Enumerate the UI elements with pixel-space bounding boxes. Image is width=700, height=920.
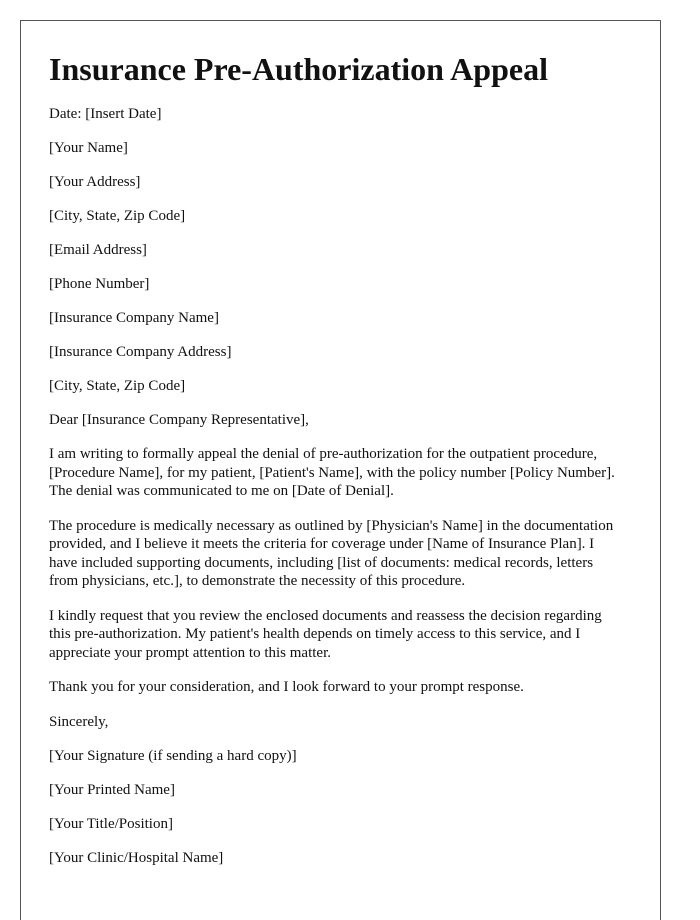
sender-phone: [Phone Number] — [49, 276, 150, 292]
recipient-city-state-zip: [City, State, Zip Code] — [49, 378, 186, 394]
sender-name: [Your Name] — [49, 140, 128, 156]
sender-address: [Your Address] — [49, 174, 141, 190]
sender-email: [Email Address] — [49, 242, 147, 258]
body-paragraph-2: The procedure is medically necessary as outlined by [Physician's Name] in the documentation provided, and I believe it meets the criteria for coverage under [Name of Insurance Plan]. I have included supporting documents, including [list of documents: medical records, letters from physicians, etc.], to demonstrate the necessity of this procedure. — [49, 517, 614, 589]
recipient-company-name: [Insurance Company Name] — [49, 310, 219, 326]
body-paragraph-4: Thank you for your consideration, and I look forward to your prompt response. — [49, 679, 524, 695]
title-position: [Your Title/Position] — [49, 815, 173, 832]
body-paragraph-3: I kindly request that you review the enclosed documents and reassess the decision regarding this pre-authorization. My patient's health depends on timely access to this service, and I appreciate your prompt attention to this matter. — [49, 607, 602, 661]
clinic-name: [Your Clinic/Hospital Name] — [49, 849, 224, 866]
letter-page — [20, 20, 661, 920]
letter-content — [49, 49, 619, 867]
signature-line: [Your Signature (if sending a hard copy)] — [49, 747, 297, 764]
date-line: Date: [Insert Date] — [49, 106, 162, 122]
recipient-company-address: [Insurance Company Address] — [49, 344, 232, 360]
printed-name: [Your Printed Name] — [49, 781, 175, 798]
salutation: Dear [Insurance Company Representative], — [49, 412, 309, 428]
closing: Sincerely, — [49, 713, 109, 730]
sender-city-state-zip: [City, State, Zip Code] — [49, 208, 186, 224]
body-paragraph-1: I am writing to formally appeal the denial of pre-authorization for the outpatient procedure, [Procedure Name], for my patient, [Patient's Name], with the policy number [Policy Number]. The denial was communicated to me on [Date of Denial]. — [49, 446, 615, 499]
letter-title: Insurance Pre-Authorization Appeal — [49, 51, 548, 87]
